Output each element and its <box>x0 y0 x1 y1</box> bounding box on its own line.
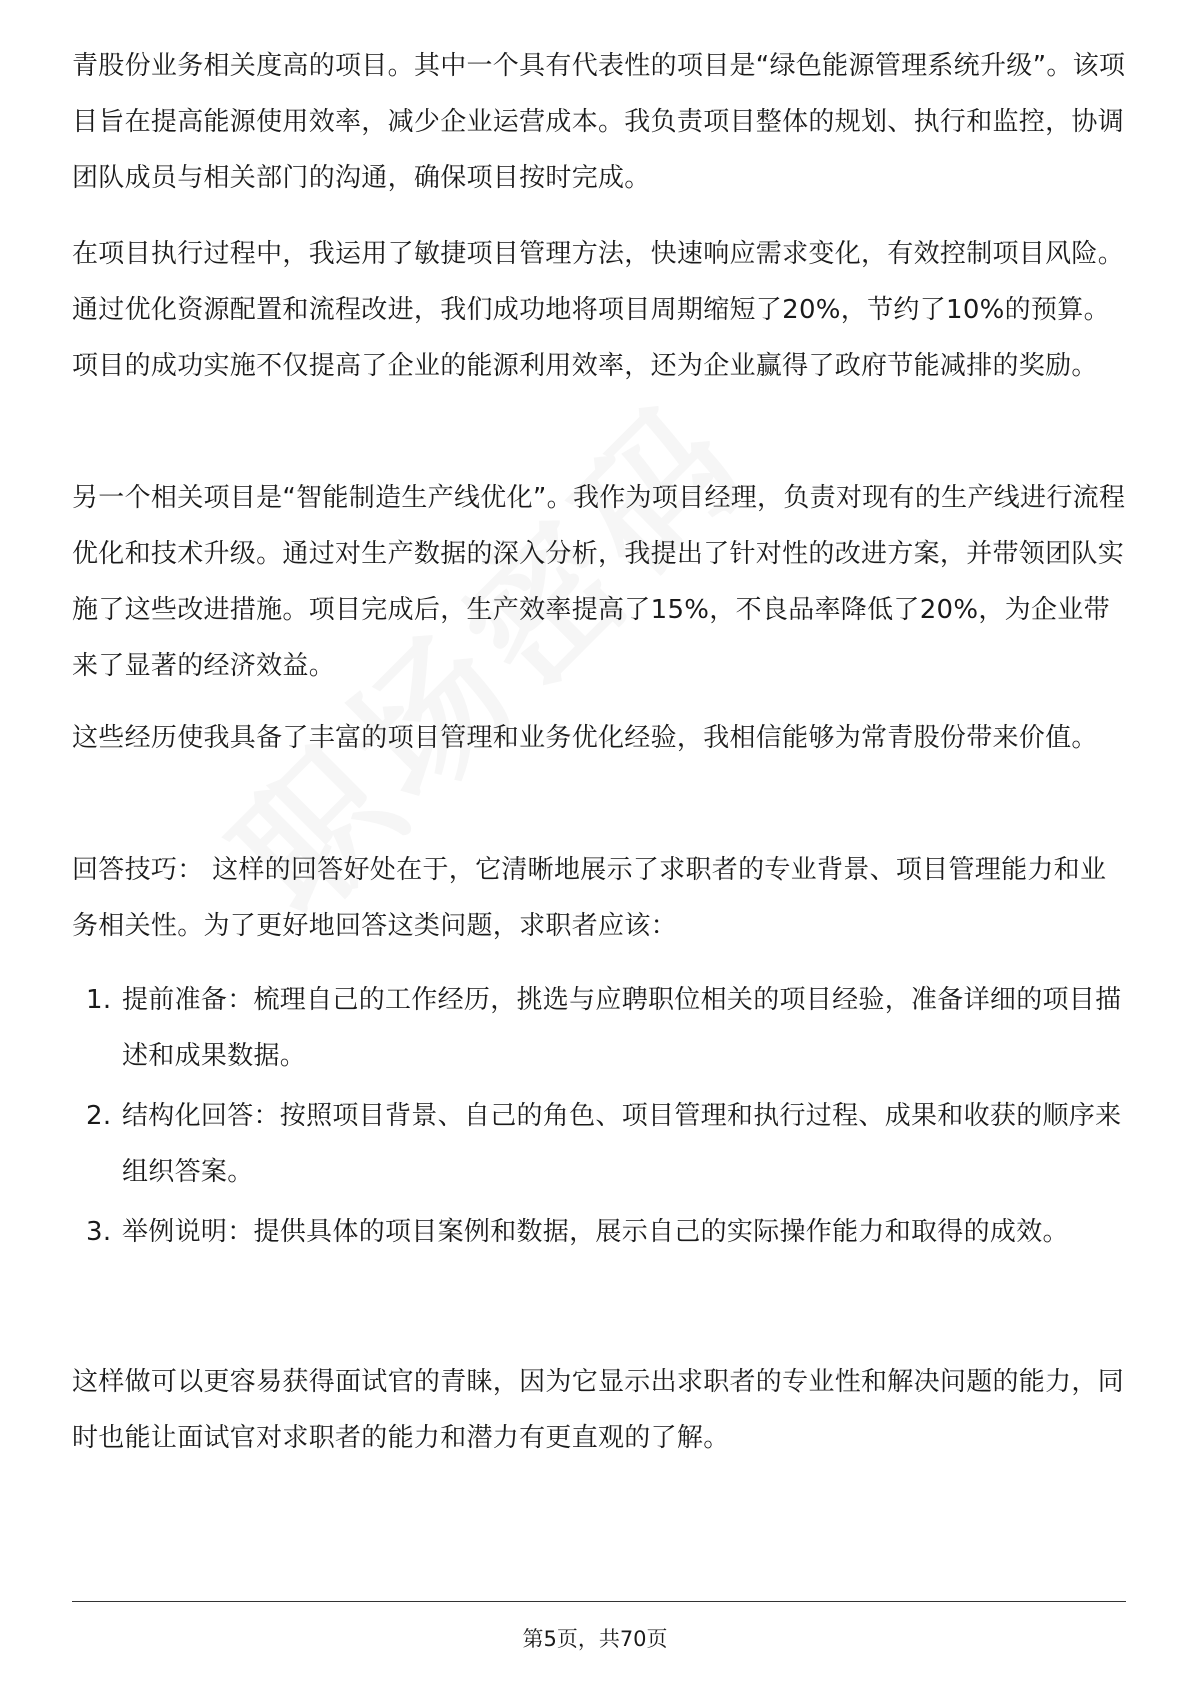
list-item <box>72 1204 1130 1260</box>
list-item-text: 提前准备：梳理自己的工作经历，挑选与应聘职位相关的项目经验，准备详细的项目描述和成果数据。 <box>122 985 1122 1071</box>
list-item <box>72 1088 1130 1200</box>
list-item <box>72 972 1130 1084</box>
page-number: 第5页，共70页 <box>522 1627 668 1651</box>
paragraph-agile-execution: 在项目执行过程中，我运用了敏捷项目管理方法，快速响应需求变化，有效控制项目风险。通过优化资源配置和流程改进，我们成功地将项目周期缩短了20%，节约了10%的预算。项目的成功实施不仅提高了企业的能源利用效率，还为企业赢得了政府节能减排的奖励。 <box>72 239 1125 381</box>
list-item-number: 1. <box>86 985 112 1015</box>
list-item-number: 2. <box>86 1101 112 1131</box>
paragraph-experience-summary: 这些经历使我具备了丰富的项目管理和业务优化经验，我相信能够为常青股份带来价值。 <box>72 723 1098 753</box>
list-item-text: 举例说明：提供具体的项目案例和数据，展示自己的实际操作能力和取得的成效。 <box>122 1217 1069 1247</box>
list-item-text: 结构化回答：按照项目背景、自己的角色、项目管理和执行过程、成果和收获的顺序来组织答案。 <box>122 1101 1122 1187</box>
paragraph-answer-tips: 回答技巧： 这样的回答好处在于，它清晰地展示了求职者的专业背景、项目管理能力和业务相关性。为了更好地回答这类问题，求职者应该： <box>72 855 1107 941</box>
paragraph-smart-manufacturing: 另一个相关项目是“智能制造生产线优化”。我作为项目经理，负责对现有的生产线进行流程优化和技术升级。通过对生产数据的深入分析，我提出了针对性的改进方案，并带领团队实施了这些改进措施。项目完成后，生产效率提高了15%，不良品率降低了20%，为企业带来了显著的经济效益。 <box>72 483 1126 681</box>
tips-list <box>72 972 1130 1264</box>
paragraph-conclusion: 这样做可以更容易获得面试官的青睐，因为它显示出求职者的专业性和解决问题的能力，同时也能让面试官对求职者的能力和潜力有更直观的了解。 <box>72 1367 1125 1453</box>
paragraph-project-green-energy: 青股份业务相关度高的项目。其中一个具有代表性的项目是“绿色能源管理系统升级”。该项目旨在提高能源使用效率，减少企业运营成本。我负责项目整体的规划、执行和监控，协调团队成员与相关部门的沟通，确保项目按时完成。 <box>72 51 1126 193</box>
list-item-number: 3. <box>86 1217 112 1247</box>
footer-divider <box>72 1601 1126 1602</box>
